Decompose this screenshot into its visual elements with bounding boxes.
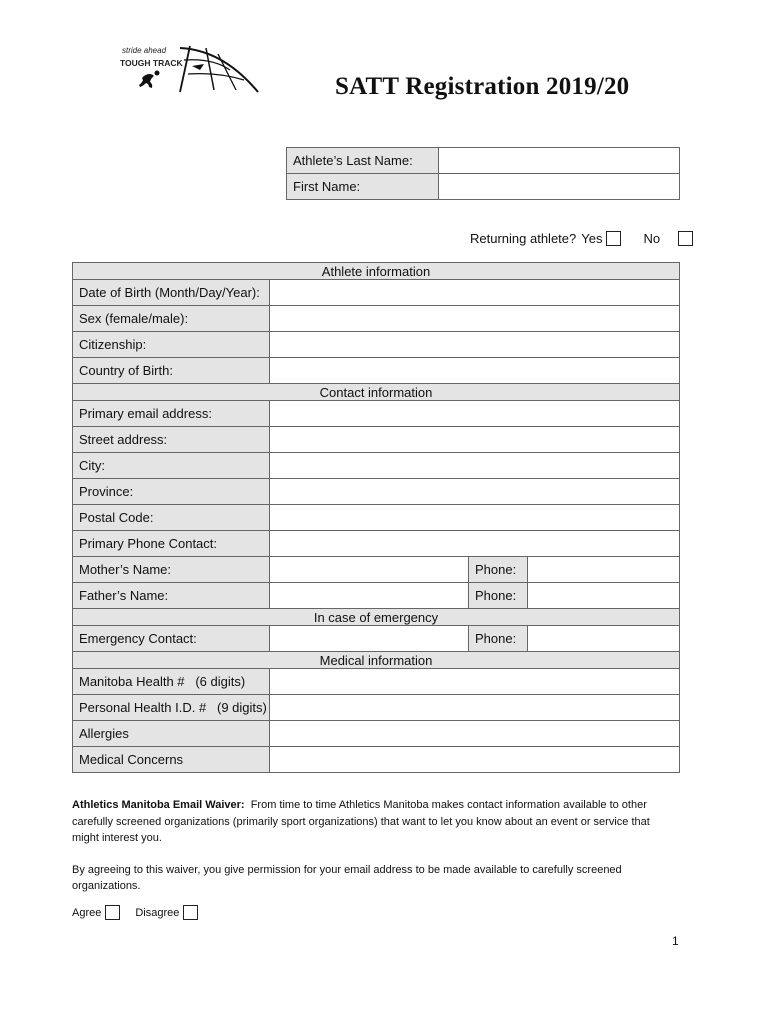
returning-no-checkbox[interactable] — [678, 231, 693, 246]
disagree-label: Disagree — [135, 906, 180, 919]
email-label: Primary email address: — [73, 401, 270, 427]
logo-text-line1: stride ahead — [122, 46, 167, 55]
primary-phone-field[interactable] — [270, 531, 680, 557]
first-name-label: First Name: — [287, 174, 439, 200]
returning-athlete-row — [470, 231, 693, 246]
father-name-label: Father’s Name: — [73, 583, 270, 609]
waiver-text-2: By agreeing to this waiver, you give permission for your email address to be made available to carefully screened organizations. — [72, 863, 622, 892]
waiver-paragraph-2 — [72, 862, 672, 895]
disagree-checkbox[interactable] — [183, 905, 198, 920]
waiver-consent-row — [72, 905, 213, 920]
emergency-header: In case of emergency — [73, 609, 680, 626]
agree-checkbox[interactable] — [105, 905, 120, 920]
postal-code-label: Postal Code: — [73, 505, 270, 531]
email-waiver — [72, 797, 672, 910]
street-field[interactable] — [270, 427, 680, 453]
city-label: City: — [73, 453, 270, 479]
province-field[interactable] — [270, 479, 680, 505]
citizenship-field[interactable] — [270, 332, 680, 358]
father-name-field[interactable] — [270, 583, 469, 609]
medical-concerns-field[interactable] — [270, 747, 680, 773]
emergency-phone-label: Phone: — [469, 626, 528, 652]
returning-yes-checkbox[interactable] — [606, 231, 621, 246]
page-title: SATT Registration 2019/20 — [335, 73, 630, 100]
emergency-contact-label: Emergency Contact: — [73, 626, 270, 652]
mother-phone-field[interactable] — [528, 557, 680, 583]
country-of-birth-field[interactable] — [270, 358, 680, 384]
mother-name-label: Mother’s Name: — [73, 557, 270, 583]
returning-no-label: No — [643, 231, 661, 246]
primary-phone-label: Primary Phone Contact: — [73, 531, 270, 557]
province-label: Province: — [73, 479, 270, 505]
returning-athlete-label: Returning athlete? — [470, 231, 577, 246]
waiver-paragraph-1 — [72, 797, 672, 847]
postal-code-field[interactable] — [270, 505, 680, 531]
last-name-field[interactable] — [439, 148, 680, 174]
mother-phone-label: Phone: — [469, 557, 528, 583]
athlete-name-table — [286, 147, 680, 200]
father-phone-field[interactable] — [528, 583, 680, 609]
registration-form-table — [72, 262, 680, 773]
personal-health-id-field[interactable] — [270, 695, 680, 721]
personal-health-id-label: Personal Health I.D. # (9 digits) — [73, 695, 270, 721]
logo-graphic — [118, 40, 268, 102]
dob-label: Date of Birth (Month/Day/Year): — [73, 280, 270, 306]
medical-info-header: Medical information — [73, 652, 680, 669]
email-field[interactable] — [270, 401, 680, 427]
waiver-text-1: From time to time Athletics Manitoba makes contact information available to other carefully screened organizations (primarily sport organizations) that want to let you know about an event or service that might interest you. — [72, 799, 650, 844]
first-name-field[interactable] — [439, 174, 680, 200]
allergies-field[interactable] — [270, 721, 680, 747]
mother-name-field[interactable] — [270, 557, 469, 583]
logo-text-line2: TOUGH TRACK — [120, 58, 183, 68]
page-number: 1 — [672, 934, 679, 948]
tough-track-logo — [118, 40, 268, 102]
emergency-phone-field[interactable] — [528, 626, 680, 652]
medical-concerns-label: Medical Concerns — [73, 747, 270, 773]
father-phone-label: Phone: — [469, 583, 528, 609]
sex-field[interactable] — [270, 306, 680, 332]
allergies-label: Allergies — [73, 721, 270, 747]
manitoba-health-field[interactable] — [270, 669, 680, 695]
emergency-contact-field[interactable] — [270, 626, 469, 652]
athlete-info-header: Athlete information — [73, 263, 680, 280]
agree-label: Agree — [72, 906, 102, 919]
street-label: Street address: — [73, 427, 270, 453]
dob-field[interactable] — [270, 280, 680, 306]
city-field[interactable] — [270, 453, 680, 479]
contact-info-header: Contact information — [73, 384, 680, 401]
country-of-birth-label: Country of Birth: — [73, 358, 270, 384]
waiver-heading: Athletics Manitoba Email Waiver: — [72, 799, 245, 811]
manitoba-health-label: Manitoba Health # (6 digits) — [73, 669, 270, 695]
returning-yes-label: Yes — [581, 231, 603, 246]
citizenship-label: Citizenship: — [73, 332, 270, 358]
last-name-label: Athlete’s Last Name: — [287, 148, 439, 174]
sex-label: Sex (female/male): — [73, 306, 270, 332]
